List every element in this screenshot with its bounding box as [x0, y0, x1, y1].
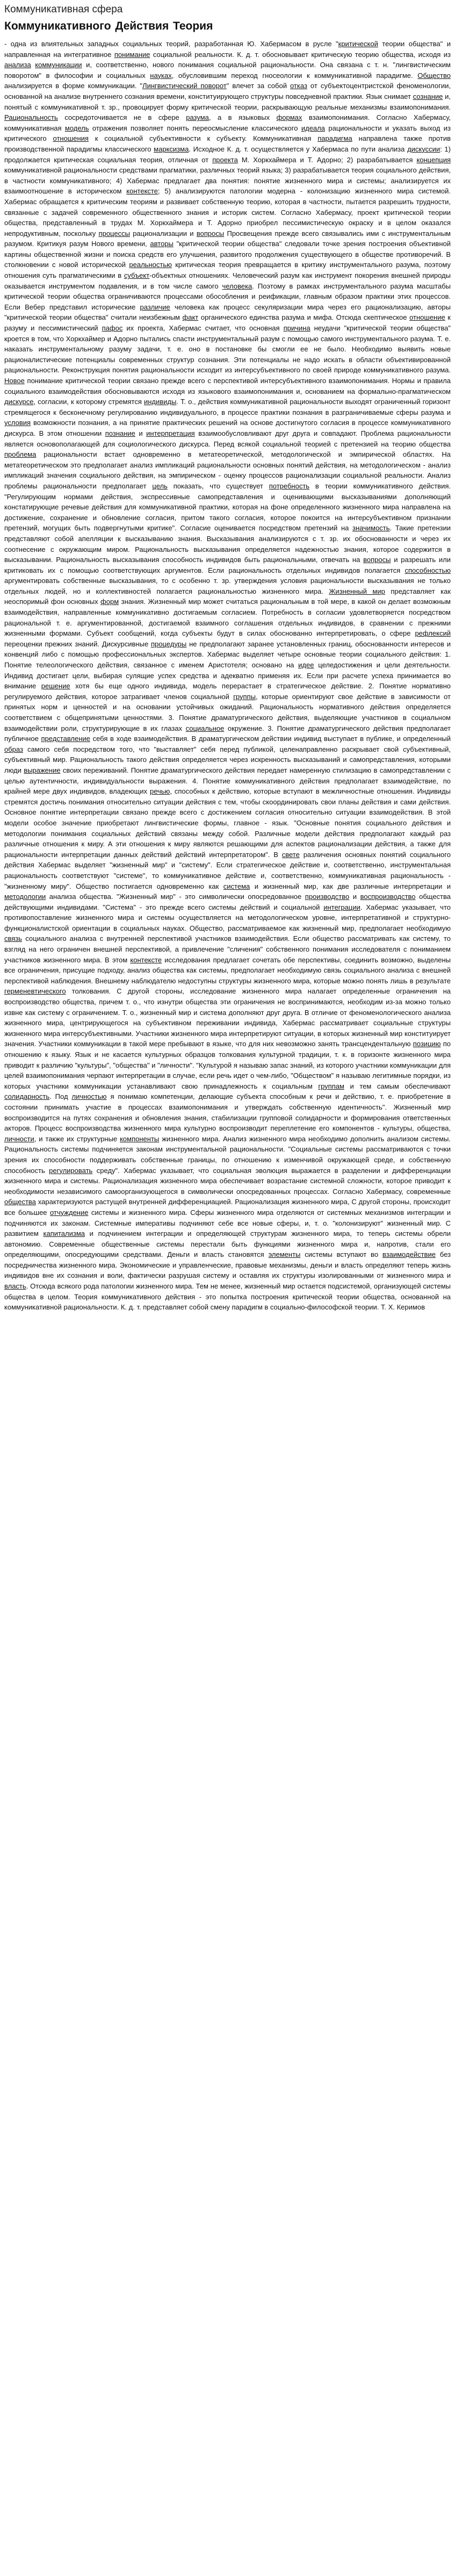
body-text-run: хотя бы еще одного индивида, модель перерастает в стратегическое действие. 2. Понятие нормативно регулируемого действия, которое затрагивает членов социальной [4, 682, 451, 701]
term-link[interactable]: реальностью [129, 261, 172, 269]
body-text-run: анализа общества. "Жизненный мир" - это символически опосредованное [46, 893, 305, 901]
body-text-run: , способных к действию, которые вступают в межличностные отношения. Индивиды стремятся достичь понимания относительно ситуации действия с тем, чтобы скоординировать свои планы действия и сами действия. Основное понятие интерпретации связано прежде всего с достижением согласия относительно ситуации взаимодействия. В этой модели особое значение приобретают лингвистические формы, главное - язык. "Основные понятия социального действия и методологии понимания социальных действий связаны между собой. Различные модели действия предполагают каждый раз различные отношения к миру. А эти отношения к миру являются решающими для аспектов рационализации действия, а также для рациональности интерпретации данных действий действий интерпретатором". В [4, 787, 451, 859]
body-text-run: не предполагают заранее установленных границ, обоснованности интересов и конвенций либо с помощью профессиональных экспертов. Хабермас выделяет четыре основные теории социального действия: 1. Понятие телеологического действия, связанное с именем Аристотеля; основано на [4, 639, 451, 670]
body-text-run: . Хабермас указывает, что противопоставление жизненного мира и системы осуществляется на методологическом уровне, интерпретативной и структурно-функционалистской ориентации в социальных науках. Общество, рассматриваемое как жизненный мир, предполагает необходимую [4, 903, 451, 932]
term-link[interactable]: личностью [71, 1092, 107, 1101]
body-text-run: рационализации и [129, 229, 197, 238]
body-text-run: направлена также против производственной парадигмы классического [4, 134, 451, 153]
body-text-run: " влечет за собой [226, 82, 290, 90]
term-link[interactable]: отношение [409, 313, 445, 322]
term-link[interactable]: методологии [4, 893, 46, 901]
term-link[interactable]: группам [318, 1082, 344, 1090]
term-link[interactable]: коммуникации [35, 61, 82, 69]
term-link[interactable]: производство [305, 893, 350, 901]
body-text-run: различения основных понятий социального действия Хабермас выделяет "жизненный мир" и "систему". Если стратегическое действие и, соответственно, инструментальная рациональность соответствуют "системе", то коммуникативное действие и, соответственно, коммуникативная рациональность - "жизненному миру". Общество постигается одновременно как [4, 850, 451, 890]
body-text-run: самого себя посредством того, что "выставляет" себя перед публикой, целенаправленно раскрывает свой субъективный, субъективный мир. Рациональность такого действия определяется через искренность высказываний и самопредставления, которыми люди [4, 745, 451, 774]
term-link[interactable]: элементы [268, 1250, 301, 1259]
body-text-run: -объектных отношениях. Человеческий разум как инструмент покорения внешней природы оказывается инструментом подавления, и в том числе самого [4, 271, 451, 290]
term-link[interactable]: марксизма [154, 145, 189, 153]
term-link[interactable]: формах [276, 113, 302, 122]
body-text-run: , обусловившим переход гносеологии к коммуникативной парадигме. [171, 71, 418, 80]
term-link[interactable]: социальное [185, 724, 225, 732]
term-link[interactable]: выражение [24, 766, 61, 774]
body-text-run: и разрешать или критиковать их с помощью соответствующих аргументов. Если рациональность отдельных индивидов полагается [4, 556, 451, 574]
term-link[interactable]: отношения [53, 134, 89, 143]
body-text-run: переоценки прежних знаний. Дискурсивные [4, 639, 151, 648]
term-link[interactable]: пафос [102, 324, 123, 333]
term-link[interactable]: группы [233, 692, 256, 701]
term-link[interactable]: дискурсе [4, 398, 34, 406]
body-text-run: Просвещения прежде всего связывались ими с инструментальным разумом. Критикуя разум Нового времени, [4, 229, 451, 248]
body-text-run: своих переживаний. Понятие драматургического действия передает намеренную стилизацию в самопредставлении с целью аутентичности, индивидуальности выражения. 4. Понятие коммуникативного действия предполагает взаимодействие, по крайней мере двух индивидов, владеющих [4, 766, 451, 796]
term-link[interactable]: личности [4, 1134, 34, 1143]
body-text-run: критическая теория превращается в критику инструментального разума, поэтому отношения суть прагматическими в [4, 261, 451, 280]
term-link[interactable]: решение [41, 682, 70, 690]
term-link[interactable]: проблема [4, 450, 37, 459]
body-text-run: к социальной субъективности к субъекту. Коммуникативная [88, 134, 318, 143]
body-text-run: и жизненный мир, как две различные интерпретации и [250, 882, 451, 890]
body-text-run: ; 5) анализируются патологии модерна - колонизацию жизненного мира системой. Хабермас обращается к критическим теориям и развивает собственную теорию, которая в частности, пытается разрешить трудности, связанные с задачей современного общественного знания и историк систем. Согласно Хабермасу, проект критической теории общества, представленный в трудах М. Хоркхаймера и Т. Адорно приобрел пессимистическую окраску и в целом оказался непродуктивным, поскольку [4, 187, 451, 238]
term-link[interactable]: разума [186, 113, 209, 122]
body-text-run: характеризуются растущей внутренней дифференциацией. Рационализация жизненного мира, С другой стороны, происходит все большее [4, 1198, 451, 1217]
term-link[interactable]: вопросы [196, 229, 225, 238]
body-text-run: показать, что существует [167, 481, 269, 490]
term-link[interactable]: идеала [301, 124, 325, 132]
term-link[interactable]: система [223, 882, 250, 890]
body-text-run: "критической теории общества" следовали точке зрения построения объективной картины общественной жизни и поиска средств его улучшения, развитого продолжения существующего в обществе противоречий. В столкновении с новой исторической [4, 240, 451, 269]
body-text-run: , и также их структурные [34, 1134, 120, 1143]
term-link[interactable]: познание [105, 429, 135, 437]
term-link[interactable]: Новое [4, 377, 25, 385]
body-text-run: исследования предлагает сочетать обе перспективы, соединить возможно, выделены все ограничения, присущие подходу, анализ общества как системы, предполагает необходимую связь социального анализа с внешней перспективой наблюдения. Внешнему наблюдателю недоступны структуры жизненного мира, которые можно понять лишь в результате [4, 955, 451, 985]
article-body [4, 39, 451, 1313]
term-link[interactable]: модель [64, 124, 89, 132]
term-link[interactable]: свете [281, 850, 300, 859]
body-text-run: , согласии, к которому стремятся [33, 398, 144, 406]
term-link[interactable]: цель [152, 481, 168, 490]
article-title: Коммуникативного Действия Теория [4, 20, 213, 32]
body-text-run: и тем самым обеспечивают [344, 1082, 451, 1090]
body-text-run: . Исходное К. д. т. осуществляется у Хабермаса по пути анализа [189, 145, 408, 153]
body-text-run: и [349, 893, 360, 901]
term-link[interactable]: причина [283, 324, 310, 333]
body-text-run: системы и жизненного мира. Сферы жизненного мира отделяются от системных механизмов интеграции и подчиняются их законам. Системные императивы подчиняют себе все новые сферы, и, т. о. "колонизируют" жизненный мир. С развитием [4, 1208, 451, 1238]
term-link[interactable]: идее [298, 661, 314, 670]
body-text-run: теории общества" и направленная на интегративное [4, 40, 451, 59]
body-text-run: целедостижения и цели деятельности. Индивид достигает цели, выбирая сулящие успех средства и адекватно применяя их. Если при расчете успеха принимается во внимание [4, 661, 451, 690]
body-text-run: и, понятый с коммуникативной т. зр., провоцирует форму критической теории, раскрывающую реальные механизмы взаимопонимания. [4, 92, 451, 111]
body-text-run: себя в ходе взаимодействия. В драматургическом действии индивид выступает в публике, и определенный [90, 735, 451, 743]
term-link[interactable]: представление [41, 735, 90, 743]
body-text-run: представляет как неоспоримый фон основных [4, 587, 451, 606]
term-link[interactable]: Лингвистический поворот [142, 82, 227, 90]
body-text-run: . Под [49, 1092, 72, 1101]
body-text-run: . Отсюда всякого рода патологии жизненного мира. Тем не менее, жизненный мир остается подсистемой, организующей системы общества в целом. Теория коммуникативного действия - это попытка построения критической теории общества, основанной на коммуникативной рациональности. К. д. т. представляет собой смену парадигм в социально-философской теории. Т. Х. Керимов [4, 1282, 451, 1312]
body-text-run: : 1) продолжается критическая социальная теория, отличная от [4, 145, 451, 164]
term-link[interactable]: человека [222, 282, 252, 290]
term-link[interactable]: субъект [124, 271, 150, 280]
body-text-run: , а в языковых [208, 113, 277, 122]
body-text-run: я понимаю компетенции, делающие субъекта способным к речи и действию, т. е. приобретение в состоянии принимать участие в процессах взаимопонимания и утверждать собственную идентичность". Жизненный мир воспроизводится на путях сохранения и обновления знания, стабилизации групповой солидарности и формирования ответственных акторов. Процесс воспроизводства жизненного мира культурно воспроизводит переплетение его компонентов - культуры, общества, [4, 1092, 451, 1133]
term-link[interactable]: вопросы [363, 556, 391, 564]
term-link[interactable]: компоненты [120, 1134, 160, 1143]
category-label: Коммуникативная сфера [4, 4, 123, 15]
term-link[interactable]: рефлексий [415, 629, 451, 638]
body-text-run: системы вступают во [300, 1250, 382, 1259]
term-link[interactable]: общества [4, 1198, 36, 1206]
body-text-run: , которые ориентируют свое действие в зависимости от принятых норм и ценностей и на основании устойчивых ожиданий. Рациональность нормативного действия определяется соответствием с общепринятыми ценностями. 3. Понятие драматургического действия, выделяющие участников в социальном взаимодействии роли, структурирующие в их глазах [4, 692, 451, 732]
body-text-run: . Поэтому в рамках инструментального разума масштабы критической теории общества ограничиваются процессами обособления и реификации, главным образом практики этих процессов. Если Вебер представил исторические [4, 282, 451, 311]
body-text-run: знания. Жизненный мир может считаться рациональным в той мере, в какой он делает возможным взаимодействия, направленные коммуникативно достигаемым согласием. Потребность в согласии удовлетворяется посредством рациональной т. е. аргументированной, достигаемой взаимного соглашения отдельных индивидов, в сравнении с прежними жизненными формами. Субъект сообщений, когда субъекты будут в силах обоснованно интерпретировать, о сфере [4, 598, 451, 638]
body-text-run: от субъектоцентристской феноменологии, основанной на анализе внутреннего сознания времени, конституирующего структуры повседневной практики. Язык снимает [4, 82, 451, 100]
body-text-run: взаимопонимания. Согласно Хабермасу, коммуникативная [4, 113, 451, 132]
body-text-run: среду". Хабермас указывает, что социальная эволюция выражается в разделении и дифференциации жизненного мира и системы. Рационализация жизненного мира обеспечивает возрастание системной сложности, которое приводит к необходимости независимого самоорганизующегося в символически опосредованных процессах. Согласно Хабермасу, современные [4, 1166, 451, 1196]
term-link[interactable]: понимание [114, 50, 150, 59]
term-link[interactable]: проекта [212, 155, 238, 164]
term-link[interactable]: герменевтического [4, 987, 66, 996]
body-text-run: аргументировать собственные высказывания, то с особенно т. зр. утверждения условия рациональности высказывания не только отдельных людей, но и коллективностей полагается рациональностью жизненного мира. [4, 577, 451, 595]
term-link[interactable]: процессы [98, 229, 130, 238]
term-link[interactable]: образ [4, 745, 23, 753]
term-link[interactable]: интерпретация [146, 429, 195, 437]
term-link[interactable]: значимость [352, 524, 390, 533]
term-link[interactable]: Рациональность [4, 113, 58, 122]
body-text-run: к разуму и пессимистический [4, 313, 451, 333]
term-link[interactable]: связь [4, 934, 23, 943]
body-text-run: сосредоточивается не в сфере [57, 113, 186, 122]
term-link[interactable]: сознание [413, 92, 443, 100]
term-link[interactable]: концепция [416, 155, 451, 164]
term-link[interactable]: авторы [150, 240, 174, 248]
body-text-run: . Такие претензии представляют собой апелляции к высказыванию знания. Высказывания анализируются с т. зр. их обоснованности и через их соотнесение с окружающим миром. Рациональность высказывания определяется надежностью знания, которое содержится в высказывании. Рациональность высказывания способность индивидов быть рациональными, отвечать на [4, 524, 451, 564]
term-link[interactable]: факт [182, 313, 199, 322]
body-text-run: жизненного мира. Анализ жизненного мира необходимо дополнить анализом системы. Рациональность системы подчиняется законам инструментальной рациональности. "Социальные системы рассматриваются с точки зрения их способности поддерживать собственные границы, по отношению к изменчивой окружающей среде, и собственную способность [4, 1134, 451, 1175]
term-link[interactable]: Жизненный мир [329, 587, 385, 595]
term-link[interactable]: анализа [4, 61, 31, 69]
body-text-run: рациональности и указать выход из критического [4, 124, 451, 143]
body-text-run: социальной реальности. К. д. т. обосновывает критическую теорию общества, исходя из [150, 50, 451, 59]
term-link[interactable]: контексте [126, 187, 158, 196]
term-link[interactable]: критической [338, 40, 378, 48]
body-text-run: М. Хоркхаймера и Т. Адорно; 2) разрабатывается [237, 155, 417, 164]
term-link[interactable]: контексте [130, 955, 162, 964]
term-link[interactable]: парадигма [317, 134, 352, 143]
body-text-run: человека как процесс секуляризации мира через его рационализацию, авторы "критической теории общества" считали неизбежным [4, 303, 451, 322]
body-text-run: социального анализа с внутренней перспективой участников взаимодействия. Если общество рассматривать как систему, то взгляд на него ограничен внешней перспективой, а привлечение "сличения" собственного понимания исследователя с пониманием участников жизненного мира. В этом [4, 934, 451, 964]
term-link[interactable]: отчуждение [49, 1208, 89, 1217]
body-text-run: рациональности встает одновременно в метатеоретической, методологической и эмпирической областях. На метатеоретическом это предполагает анализ импликаций рациональности основных понятий действия, на методологическом - анализ импликаций значения социального действия, на эмпирическом - оценку процессов рационализации социальной реальности. Анализ проблемы рациональности предполагает [4, 450, 451, 490]
body-text-run: по отношению к языку. Язык и не касается культурных образцов толкования культурной традиции, т. к. в горизонте жизненного мира приводит к различию "культуры", "общества" и "личности". "Культурой я называю запас знаний, из которого участники коммуникации для целей взаимопонимания черпают интерпретации в случае, если речь идет о чем-либо, "Обществом" я называю легитимные порядки, из которых участники коммуникации устанавливают свою принадлежность к социальным [4, 1040, 451, 1090]
body-text-run: без посредничества жизненного мира. Экономические и управленческие, правовые механизмы, деньги и власть определяют теперь жизнь индивидов вне их сознания и воли, фактически разрушая систему и оставляя их структуры изолированными от жизненного мира и [4, 1250, 451, 1280]
body-text-run: их проекта, Хабермас считает, что основная [122, 324, 284, 333]
term-link[interactable]: процедуры [151, 639, 187, 648]
term-link[interactable]: отказ [290, 82, 307, 90]
term-link[interactable]: речью [149, 787, 170, 796]
body-text-run: и, соответственно, нового понимания социальной рациональности. Она связана с т. н. "лингвистическим поворотом" в философии и социальных [4, 61, 451, 80]
term-link[interactable]: регулировать [49, 1166, 93, 1175]
term-link[interactable]: взаимодействие [382, 1250, 436, 1259]
term-link[interactable]: власть [4, 1282, 26, 1291]
body-text-run: взаимообусловливают друг друга и совпадают. Проблема рациональности является основополагающей для социологического дискурса. Перед всякой социальной теорией с претензией на теорию общества [4, 429, 451, 448]
term-link[interactable]: индивиды [143, 398, 177, 406]
term-link[interactable]: различие [140, 303, 170, 311]
body-text-run: и [135, 429, 147, 437]
term-link[interactable]: способностью [405, 566, 451, 574]
body-text-run: коммуникативной рациональности средствами прагматики, различных теорий языка; 3) разрабатывается теория социального действия, в частности коммуникативного; 4) Хабермас предлагает два понятия: понятие жизненного мира и системы; анализируется их взаимоотношение в историческом [4, 166, 451, 196]
body-text-run: возможности познания, а на принятие практических решений на основе достигнутого согласия в процессе коммуникативного дискурса. В этом отношении [4, 419, 451, 437]
term-link[interactable]: капитализма [43, 1229, 85, 1238]
term-link[interactable]: науках [150, 71, 172, 80]
body-text-run: отражения позволяет понять переосмысление классического [89, 124, 301, 132]
term-link[interactable]: солидарность [4, 1092, 50, 1101]
term-link[interactable]: интеграции [323, 903, 360, 911]
term-link[interactable]: Общество [417, 71, 451, 80]
body-text-run: неудачи "критической теории общества" кроется в том, что Хоркхаймер и Адорно пытались спасти инструментальный разум с помощью самого инструментального разума. Т. е. наказать инструментальному разуму задачи, т. е. оно в постановке бы смогли ее не было. Необходимо выявить новые рационалистические потенциалы современных структур сознания. Эти потенциалы не надо искать в области объективированной рациональности. Реконструкция понятия рациональности исходит из интерсубъективного по своей природе коммуникативного разума. [4, 324, 451, 375]
body-text-run: - одна из влиятельных западных социальных теорий, разработанная Ю. Хабермасом в русле " [4, 40, 338, 48]
term-link[interactable]: форм [100, 598, 119, 606]
body-text-run: анализируется в форме коммуникации. " [4, 82, 143, 90]
body-text-run: понимание критической теории связано прежде всего с перспективой интерсубъективного взаимопонимания. Нормы и правила социального взаимодействия обосновываются исходя из языкового взаимопонимания и, основанием на формально-прагматическом [4, 377, 451, 395]
body-text-run: толкования. С другой стороны, исследование жизненного мира налагает определенные ограничения на воспроизводство общества, причем т. о., что изнутри общества эти ограничения не воспринимаются, необходим из-за можно только извне как систему с ограничением. Т. о., жизненный мир и система дополняют друг друга. В отличие от феноменологического анализа жизненного мира, центрирующегося на субъективном переживании индивида, Хабермас рассматривает социальные структуры жизненного мира интерсубъективными. Участники жизненного мира интерпретируют ситуации, в которых жизненный мир конституирует значения. Участники коммуникации в такой мере пребывают в языке, что для них невозможно занять трансцендентальную [4, 987, 451, 1048]
term-link[interactable]: потребность [269, 481, 310, 490]
term-link[interactable]: позицию [413, 1040, 441, 1048]
term-link[interactable]: воспроизводство [360, 893, 416, 901]
body-text-run: и подчинением интеграции и определяющей структурам жизненного мира, то теперь системы обрели автономию. Современные общественные системы перестали быть функциями жизненного мира и, напротив, стали его определяющими, опосредующими средствами. Деньги и власть становятся [4, 1229, 451, 1259]
term-link[interactable]: условия [4, 419, 31, 427]
body-text-run: . Т. о., действия коммуникативной рациональности выходят ограниченный горизонт стремящегося к бесконечному регулированию индивидуального, в процессе практики познания в разграничиваемые сферы разума и [4, 398, 451, 416]
body-text-run: общества действующими индивидами. "Система" - это прежде всего системы действий и социальной [4, 893, 451, 911]
body-text-run: органического единства разума и мифа. Отсюда скептическое [198, 313, 410, 322]
body-text-run: в теории коммуникативного действия. "Регулирующим нормами действия, экспрессивные самопредставления и оценивающими высказываниями дополняющий констатирующие речевые действия для коммуникативной практики, которая на фоне определенного жизненного мира направлена на достижение, сохранение и обновление согласия, притом такого согласия, которое покоится на интерсубъективном признании претензий, могущих быть подвергнутыми критике". Согласие оценивается посредством претензий на [4, 481, 451, 533]
body-text-run: окружение. 3. Понятие драматургического действия предполагает публичное [4, 724, 451, 743]
term-link[interactable]: дискуссии [407, 145, 440, 153]
